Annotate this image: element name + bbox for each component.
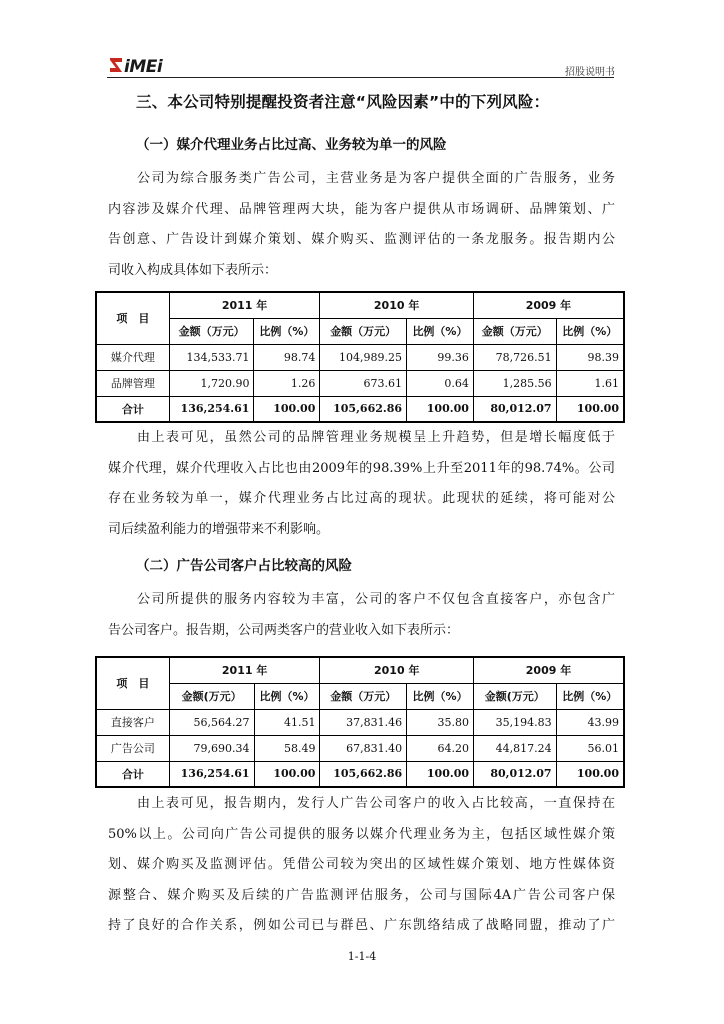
year-header: 2010 年 bbox=[320, 292, 474, 318]
paragraph-line: 司收入构成具体如下表所示： bbox=[108, 262, 278, 278]
table-cell: 99.36 bbox=[407, 344, 474, 370]
paragraph-line: 内容涉及媒介代理、品牌管理两大块，能为客户提供从市场调研、品牌策划、广 bbox=[108, 201, 615, 217]
table-cell: 41.51 bbox=[254, 709, 320, 735]
table-cell: 67,831.40 bbox=[320, 735, 407, 761]
table-cell: 78,726.51 bbox=[473, 344, 556, 370]
item-header: 项 目 bbox=[96, 292, 169, 344]
table-cell: 64.20 bbox=[407, 735, 474, 761]
column-header: 金额（万元） bbox=[320, 683, 407, 709]
year-header: 2010 年 bbox=[320, 657, 474, 683]
page-title: 三、本公司特别提醒投资者注意“风险因素”中的下列风险： bbox=[136, 93, 550, 111]
column-header: 金额（万元） bbox=[473, 318, 556, 344]
table-row bbox=[96, 735, 624, 761]
column-header: 金额(万元） bbox=[474, 683, 557, 709]
table-cell: 1.26 bbox=[254, 370, 320, 396]
column-header: 金额（万元） bbox=[169, 318, 254, 344]
column-header: 金额（万元） bbox=[320, 318, 407, 344]
customer-revenue-table bbox=[95, 656, 625, 788]
item-header: 项 目 bbox=[96, 657, 169, 709]
row-label: 品牌管理 bbox=[96, 370, 169, 396]
table-cell: 136,254.61 bbox=[169, 761, 254, 787]
table-cell: 100.00 bbox=[556, 761, 624, 787]
table-cell: 105,662.86 bbox=[320, 761, 407, 787]
table-cell: 80,012.07 bbox=[473, 396, 556, 422]
page-number: 1-1-4 bbox=[347, 950, 377, 963]
column-header: 比例（%） bbox=[254, 318, 320, 344]
table-cell: 1.61 bbox=[556, 370, 624, 396]
table-cell: 0.64 bbox=[407, 370, 474, 396]
table-row bbox=[96, 709, 624, 735]
table-cell: 136,254.61 bbox=[169, 396, 254, 422]
table-cell: 58.49 bbox=[254, 735, 320, 761]
table-cell: 100.00 bbox=[254, 761, 320, 787]
paragraph-line: 持了良好的合作关系，例如公司已与群邑、广东凯络结成了战略同盟，推动了广 bbox=[108, 918, 615, 933]
table-cell: 98.74 bbox=[254, 344, 320, 370]
row-label: 广告公司 bbox=[96, 735, 169, 761]
column-header: 金额(万元） bbox=[169, 683, 254, 709]
total-label: 合计 bbox=[96, 761, 169, 787]
table-cell: 134,533.71 bbox=[169, 344, 254, 370]
section-2-analysis bbox=[108, 789, 615, 942]
section-heading-1: （一）媒介代理业务占比过高、业务较为单一的风险 bbox=[136, 137, 447, 153]
year-header: 2009 年 bbox=[473, 292, 624, 318]
document-type-label: 招股说明书 bbox=[565, 67, 615, 78]
paragraph-line: 公司所提供的服务内容较为丰富，公司的客户不仅包含直接客户，亦包含广 bbox=[137, 592, 615, 607]
column-header: 比例（%） bbox=[407, 318, 474, 344]
table-cell: 35.80 bbox=[407, 709, 474, 735]
section-2-intro bbox=[108, 585, 615, 646]
section-heading-2: （二）广告公司客户占比较高的风险 bbox=[136, 558, 352, 574]
column-header: 比例（%） bbox=[407, 683, 474, 709]
row-label: 直接客户 bbox=[96, 709, 169, 735]
year-header: 2011 年 bbox=[169, 292, 320, 318]
table-cell: 1,720.90 bbox=[169, 370, 254, 396]
table-cell: 37,831.46 bbox=[320, 709, 407, 735]
table-cell: 100.00 bbox=[407, 396, 474, 422]
header-divider bbox=[107, 77, 614, 78]
table-cell: 1,285.56 bbox=[473, 370, 556, 396]
table-cell: 79,690.34 bbox=[169, 735, 254, 761]
company-logo bbox=[108, 55, 178, 75]
paragraph-line: 源整合、媒介购买及后续的广告监测评估服务，公司与国际4A广告公司客户保 bbox=[108, 887, 615, 903]
paragraph-line: 告创意、广告设计到媒介策划、媒介购买、监测评估的一条龙服务。报告期内公 bbox=[108, 232, 615, 247]
column-header: 比例（%） bbox=[556, 318, 624, 344]
paragraph-line: 存在业务较为单一，媒介代理业务占比过高的现状。此现状的延续，将可能对公 bbox=[108, 491, 615, 506]
table-total-row bbox=[96, 396, 624, 422]
revenue-composition-table bbox=[95, 291, 625, 423]
paragraph-line: 司后续盈利能力的增强带来不利影响。 bbox=[108, 521, 330, 537]
svg-text:iMEi: iMEi bbox=[124, 57, 163, 75]
table-cell: 56,564.27 bbox=[169, 709, 254, 735]
table-total-row bbox=[96, 761, 624, 787]
year-header: 2011 年 bbox=[169, 657, 320, 683]
section-1-intro bbox=[108, 164, 615, 286]
paragraph-line: 由上表可见，报告期内，发行人广告公司客户的收入占比较高，一直保持在 bbox=[137, 796, 615, 811]
paragraph-line: 50%以上。公司向广告公司提供的服务以媒介代理业务为主，包括区域性媒介策 bbox=[108, 826, 615, 842]
table-cell: 100.00 bbox=[254, 396, 320, 422]
table-cell: 56.01 bbox=[556, 735, 624, 761]
table-cell: 105,662.86 bbox=[320, 396, 407, 422]
table-row bbox=[96, 344, 624, 370]
table-cell: 100.00 bbox=[556, 396, 624, 422]
section-1-analysis bbox=[108, 423, 615, 545]
table-cell: 80,012.07 bbox=[474, 761, 557, 787]
table-cell: 98.39 bbox=[556, 344, 624, 370]
table-cell: 35,194.83 bbox=[474, 709, 557, 735]
total-label: 合计 bbox=[96, 396, 169, 422]
paragraph-line: 划、媒介购买及监测评估。凭借公司较为突出的区域性媒介策划、地方性媒体资 bbox=[108, 857, 615, 872]
table-cell: 104,989.25 bbox=[320, 344, 407, 370]
paragraph-line: 告公司客户。报告期，公司两类客户的营业收入如下表所示： bbox=[108, 622, 460, 638]
column-header: 比例（%） bbox=[254, 683, 320, 709]
column-header: 比例（%） bbox=[556, 683, 624, 709]
table-cell: 673.61 bbox=[320, 370, 407, 396]
table-row bbox=[96, 370, 624, 396]
paragraph-line: 媒介代理，媒介代理收入占比也由2009年的98.39%上升至2011年的98.74%。公司 bbox=[108, 460, 615, 476]
year-header: 2009 年 bbox=[474, 657, 624, 683]
paragraph-line: 公司为综合服务类广告公司，主营业务是为客户提供全面的广告服务，业务 bbox=[137, 171, 615, 186]
table-cell: 43.99 bbox=[556, 709, 624, 735]
paragraph-line: 由上表可见，虽然公司的品牌管理业务规模呈上升趋势，但是增长幅度低于 bbox=[137, 430, 615, 445]
table-cell: 100.00 bbox=[407, 761, 474, 787]
row-label: 媒介代理 bbox=[96, 344, 169, 370]
table-cell: 44,817.24 bbox=[474, 735, 557, 761]
